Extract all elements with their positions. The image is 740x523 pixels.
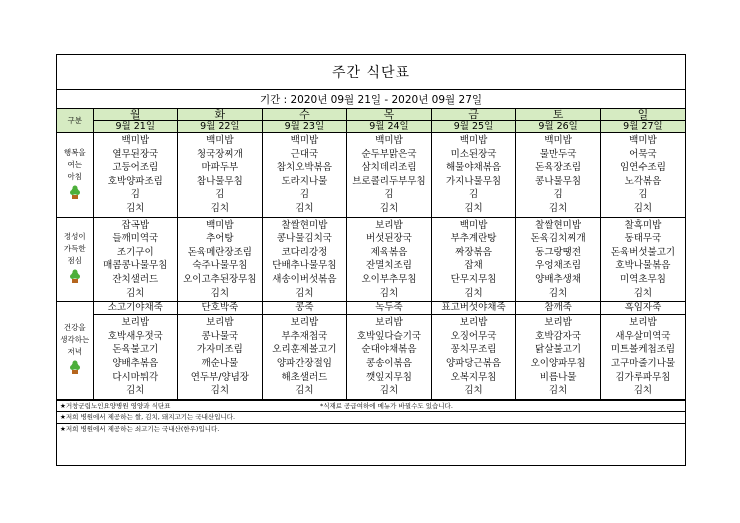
menu-item: 미역초무침 <box>619 273 666 285</box>
menu-item: 고구마줄기나물 <box>610 357 676 369</box>
note-line: ★저희 병원에서 제공하는 쌀, 김치, 돼지고기는 국내산입니다. <box>57 412 685 424</box>
menu-item: 미소된장국 <box>450 148 497 160</box>
menu-cell <box>262 217 347 302</box>
menu-item: 보리밥 <box>375 219 403 231</box>
menu-item: 코다리강정 <box>281 246 328 258</box>
plant-icon <box>68 360 82 374</box>
menu-item: 노각볶음 <box>624 175 662 187</box>
menu-item: 가지나물무침 <box>446 175 502 187</box>
day-date: 9월 21일 <box>93 121 178 133</box>
menu-item: 백미밥 <box>459 219 488 231</box>
menu-item: 브로콜리두부무침 <box>352 175 426 187</box>
menu-item: 꽁치무조림 <box>450 344 497 356</box>
menu-item: 김치 <box>295 287 314 299</box>
gubun-header: 구분 <box>57 109 93 133</box>
menu-item: 조기구이 <box>116 246 154 258</box>
menu-item: 김치 <box>295 202 314 214</box>
menu-item: 단무지무침 <box>450 273 497 285</box>
menu-item: 백미밥 <box>206 219 234 231</box>
menu-item: 다시마튀각 <box>112 371 159 383</box>
menu-item: 들깨미역국 <box>112 233 159 245</box>
menu-item: 콩나물김치국 <box>276 233 332 245</box>
menu-item: 해초샐러드 <box>281 371 328 383</box>
menu-item: 연두부/양념장 <box>190 371 249 383</box>
porridge-item: 녹두죽 <box>347 302 432 315</box>
menu-cell <box>93 133 178 218</box>
menu-item: 고등어조림 <box>112 162 159 174</box>
menu-item: 보리밥 <box>290 317 319 329</box>
menu-item: 추어탕 <box>206 233 234 245</box>
day-name: 금 <box>431 109 516 121</box>
menu-item: 김치 <box>464 287 483 299</box>
menu-item: 잔멸치조림 <box>366 260 412 272</box>
menu-item: 보리밥 <box>544 317 572 329</box>
menu-cell <box>431 133 516 218</box>
menu-item: 깨순나물 <box>201 357 239 369</box>
menu-item: 비름나물 <box>539 371 577 383</box>
plant-icon <box>68 269 82 283</box>
menu-item: 김치 <box>379 287 399 299</box>
porridge-row <box>57 302 685 315</box>
menu-item: 순대야채볶음 <box>361 344 417 356</box>
menu-item: 김가루파무침 <box>615 371 671 383</box>
menu-cell <box>516 315 601 400</box>
menu-item: 임연수조림 <box>619 162 666 174</box>
menu-item: 호박나물볶음 <box>615 260 671 272</box>
menu-item: 백미밥 <box>121 135 150 146</box>
menu-item: 양배추생채 <box>535 273 582 285</box>
menu-item: 오이양파무침 <box>530 357 586 369</box>
menu-item: 콩나물국 <box>201 330 239 342</box>
menu-item: 보리밥 <box>629 317 657 329</box>
menu-item: 찰쌀현미밥 <box>281 219 328 231</box>
menu-item: 백미밥 <box>459 135 488 146</box>
menu-item: 제육볶음 <box>370 246 408 258</box>
date-row <box>57 121 685 133</box>
menu-item: 백미밥 <box>290 135 319 146</box>
meal-label-line: 아침 <box>67 171 82 181</box>
porridge-item: 단호박죽 <box>178 302 263 315</box>
meal-label-line: 행복을 <box>63 147 86 157</box>
day-date: 9월 27일 <box>600 121 685 133</box>
menu-item: 열무된장국 <box>112 148 159 160</box>
menu-item: 오징어무국 <box>450 330 497 342</box>
porridge-item: 참깨죽 <box>516 302 601 315</box>
day-name: 화 <box>178 109 263 121</box>
menu-item: 닭살불고기 <box>535 344 582 356</box>
day-name: 일 <box>600 109 685 121</box>
menu-item: 돈육김치찌개 <box>530 233 586 245</box>
breakfast-header <box>57 133 93 218</box>
menu-cell <box>262 133 347 218</box>
menu-item: 단배추나물무침 <box>272 260 337 272</box>
menu-item: 김치 <box>464 202 483 214</box>
meal-label-line: 생각하는 <box>60 335 90 345</box>
menu-item: 백미밥 <box>544 135 572 146</box>
menu-item: 삼치데리조림 <box>361 162 417 174</box>
menu-item: 백미밥 <box>629 135 657 146</box>
plant-icon <box>68 185 82 199</box>
menu-item: 동그랑땡전 <box>535 246 582 258</box>
menu-item: 김치 <box>379 202 399 214</box>
menu-item: 순두부맑은국 <box>361 148 417 160</box>
menu-item: 어묵국 <box>629 148 657 160</box>
menu-item: 김치 <box>379 385 399 397</box>
period-label: 기간 : 2020년 09월 21일 - 2020년 09월 27일 <box>57 90 685 109</box>
menu-item: 청국장찌개 <box>196 148 243 160</box>
menu-item: 김치 <box>126 202 145 214</box>
note-text: ★거창군립노인요양병원 영양과 식단표 <box>60 401 171 410</box>
menu-item: 백미밥 <box>375 135 403 146</box>
menu-item: 돈육불고기 <box>112 344 159 356</box>
day-name: 수 <box>262 109 347 121</box>
menu-item: 짜장볶음 <box>455 246 492 258</box>
menu-item: 김치 <box>548 385 568 397</box>
lunch-header <box>57 217 93 302</box>
menu-item: 찰쌀현미밥 <box>535 219 582 231</box>
day-name: 토 <box>516 109 601 121</box>
menu-item: 잡채 <box>464 260 483 272</box>
menu-item: 우엉채조림 <box>535 260 582 272</box>
menu-cell <box>600 315 685 400</box>
day-date: 9월 26일 <box>516 121 601 133</box>
menu-table <box>57 109 685 400</box>
menu-item: 새우살미역국 <box>615 330 671 342</box>
menu-item: 새송이버섯볶음 <box>272 273 337 285</box>
menu-item: 김치 <box>210 287 230 299</box>
menu-sheet <box>56 54 686 466</box>
menu-item: 콩나물무침 <box>535 175 582 187</box>
menu-item: 오리훈제볼고기 <box>272 344 337 356</box>
menu-item: 깻잎지무침 <box>366 371 412 383</box>
day-date: 9월 23일 <box>262 121 347 133</box>
menu-item: 김치 <box>633 385 653 397</box>
breakfast-row <box>57 133 685 218</box>
menu-item: 양파간장절임 <box>276 357 332 369</box>
menu-item: 미트볼케첩조림 <box>610 344 676 356</box>
menu-item: 호박감자국 <box>535 330 582 342</box>
menu-item: 김치 <box>210 202 230 214</box>
menu-item: 김치 <box>126 385 145 397</box>
menu-item: 호박잎다슬기국 <box>356 330 422 342</box>
menu-item: 김 <box>638 189 648 201</box>
porridge-item: 콩죽 <box>262 302 347 315</box>
lunch-row <box>57 217 685 302</box>
menu-item: 백미밥 <box>206 135 234 146</box>
menu-item: 잔치샐러드 <box>112 273 159 285</box>
menu-cell <box>347 217 432 302</box>
menu-item: 돈육메란장조림 <box>187 246 252 258</box>
menu-item: 해물야채볶음 <box>446 162 502 174</box>
menu-cell <box>178 217 263 302</box>
day-date: 9월 22일 <box>178 121 263 133</box>
menu-cell <box>600 133 685 218</box>
meal-label-line: 여는 <box>67 159 82 169</box>
menu-item: 김치 <box>548 287 568 299</box>
menu-cell <box>600 217 685 302</box>
menu-item: 숙주나물무침 <box>192 260 248 272</box>
menu-item: 버섯된장국 <box>366 233 412 245</box>
menu-item: 마파두부 <box>201 162 239 174</box>
menu-item: 물만두국 <box>539 148 577 160</box>
porridge-item: 소고기야채죽 <box>93 302 178 315</box>
dinner-row <box>57 315 685 400</box>
day-date: 9월 24일 <box>347 121 432 133</box>
menu-item: 김치 <box>633 287 653 299</box>
meal-label-line: 가득한 <box>63 244 86 254</box>
day-date: 9월 25일 <box>431 121 516 133</box>
menu-cell <box>93 315 178 400</box>
menu-item: 양배추볶음 <box>112 357 159 369</box>
menu-item: 보리밥 <box>121 317 150 329</box>
menu-item: 김 <box>130 189 140 201</box>
menu-cell <box>431 217 516 302</box>
menu-item: 김 <box>384 189 394 201</box>
menu-item: 김치 <box>126 287 145 299</box>
menu-item: 김 <box>215 189 225 201</box>
menu-item: 부추계란탕 <box>450 233 497 245</box>
menu-item: 돈육장조림 <box>535 162 582 174</box>
menu-item: 콩송이볶음 <box>366 357 412 369</box>
day-name: 목 <box>347 109 432 121</box>
menu-cell <box>516 217 601 302</box>
day-name-row <box>57 109 685 121</box>
menu-cell <box>347 133 432 218</box>
notes-section <box>57 400 685 435</box>
menu-item: 김치 <box>464 385 483 397</box>
menu-item: 잡곡밥 <box>121 219 150 231</box>
menu-item: 호박새우젓국 <box>107 330 163 342</box>
menu-item: 참나물무침 <box>196 175 243 187</box>
menu-item: 참치오박볶음 <box>276 162 332 174</box>
menu-item: 보리밥 <box>459 317 488 329</box>
menu-item: 김 <box>553 189 563 201</box>
porridge-item: 표고버섯야채죽 <box>431 302 516 315</box>
menu-item: 도라지나물 <box>281 175 328 187</box>
day-name: 월 <box>93 109 178 121</box>
page-title: 주간 식단표 <box>57 55 685 90</box>
menu-item: 오이고추된장무침 <box>183 273 257 285</box>
menu-item: 오복지무침 <box>450 371 497 383</box>
dinner-header <box>57 302 93 400</box>
menu-cell <box>178 315 263 400</box>
menu-item: 보리밥 <box>375 317 403 329</box>
meal-label-line: 저녁 <box>67 347 82 357</box>
menu-item: 김 <box>468 189 479 201</box>
menu-item: 가자미조림 <box>196 344 243 356</box>
note-line <box>57 401 685 413</box>
menu-cell <box>93 217 178 302</box>
note-line: ★저희 병원에서 제공하는 쇠고기는 국내산(한우)입니다. <box>60 424 220 433</box>
menu-item: 김치 <box>295 385 314 397</box>
menu-cell <box>347 315 432 400</box>
menu-item: 양파당근볶음 <box>446 357 502 369</box>
menu-item: 김 <box>299 189 309 201</box>
note-extra: *식재료 공급여하에 메뉴가 바뀔수도 있습니다. <box>320 401 453 410</box>
menu-cell <box>262 315 347 400</box>
menu-cell <box>178 133 263 218</box>
menu-item: 김치 <box>548 202 568 214</box>
meal-label-line: 정성이 <box>63 232 86 242</box>
meal-label-line: 점심 <box>67 256 82 266</box>
menu-item: 돈육버섯불고기 <box>610 246 676 258</box>
menu-item: 동태무국 <box>624 233 662 245</box>
menu-item: 오이부추무침 <box>361 273 417 285</box>
menu-item: 근대국 <box>290 148 319 160</box>
menu-item: 보리밥 <box>206 317 234 329</box>
menu-cell <box>516 133 601 218</box>
porridge-item: 흑임자죽 <box>600 302 685 315</box>
menu-item: 호박양파조림 <box>107 175 163 187</box>
menu-item: 찰흑미밥 <box>624 219 662 231</box>
meal-label-line: 건강을 <box>63 323 86 333</box>
menu-item: 김치 <box>633 202 653 214</box>
menu-item: 김치 <box>210 385 230 397</box>
menu-cell <box>431 315 516 400</box>
menu-item: 부추재첩국 <box>281 330 328 342</box>
menu-item: 매콤콩나물무침 <box>103 260 168 272</box>
